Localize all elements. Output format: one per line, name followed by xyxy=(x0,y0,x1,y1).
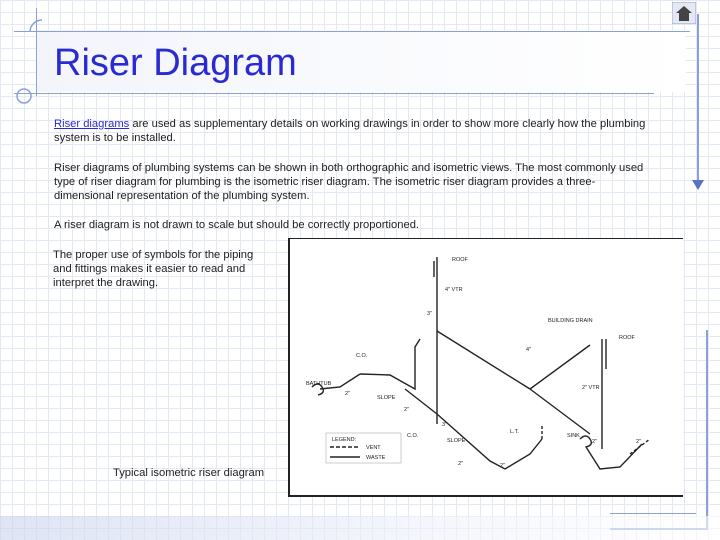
riser-diagram-figure xyxy=(288,238,683,497)
riser-diagram-drawing xyxy=(290,239,683,495)
label-vtr-4: 4" VTR xyxy=(445,287,463,293)
label-slope-1: SLOPE xyxy=(377,395,396,401)
label-dim-2c: 2" xyxy=(500,463,506,469)
drain-branch-pipe xyxy=(530,345,590,389)
paragraph-intro xyxy=(54,117,654,145)
right-rule-lower xyxy=(706,330,708,530)
label-slope-2: SLOPE xyxy=(447,438,466,444)
label-dim-2a: 2" xyxy=(345,391,351,397)
drain-branch-pipe-2 xyxy=(530,389,590,434)
label-dim-2e: 2" xyxy=(592,439,598,445)
label-dim-3b: 3" xyxy=(442,422,448,428)
down-arrow-icon xyxy=(689,178,707,192)
building-drain-pipe xyxy=(437,331,530,389)
slide-title: Riser Diagram xyxy=(54,42,297,84)
home-icon xyxy=(672,2,696,24)
lower-drain-pipe xyxy=(405,389,542,469)
label-bathtub: BATHTUB xyxy=(306,381,332,387)
riser-diagrams-link[interactable]: Riser diagrams xyxy=(54,118,130,130)
home-button[interactable] xyxy=(672,2,696,24)
paragraph-scale: A riser diagram is not drawn to scale but should be correctly proportioned. xyxy=(54,219,420,231)
bottom-rule-inner xyxy=(610,513,696,514)
corner-circle-decoration-top xyxy=(14,16,44,46)
bottom-band xyxy=(0,516,720,540)
label-dim-4: 4" xyxy=(526,347,532,353)
label-roof-right: ROOF xyxy=(619,335,635,341)
label-sink: SINK xyxy=(567,433,580,439)
sink-trap-pipe xyxy=(580,436,642,469)
label-lt: L.T. xyxy=(510,429,519,435)
label-legend-vent: VENT xyxy=(366,445,381,451)
label-roof-left: ROOF xyxy=(452,257,468,263)
right-rule xyxy=(697,14,699,186)
paragraph-intro-text: are used as supplementary details on working drawings in order to show more clearly how the plumbing system is to be installed. xyxy=(54,118,646,144)
label-co-top: C.O. xyxy=(356,353,368,359)
label-legend-title: LEGEND: xyxy=(332,437,357,443)
vent-branch-pipe xyxy=(360,339,420,389)
label-building-drain: BUILDING DRAIN xyxy=(548,318,593,324)
figure-caption: Typical isometric riser diagram xyxy=(113,467,265,479)
paragraph-symbols: The proper use of symbols for the piping and fittings makes it easier to read and interpret the drawing. xyxy=(53,249,254,289)
paragraph-views: Riser diagrams of plumbing systems can be shown in both orthographic and isometric views. The most commonly used type of riser diagram for plumbing is the isometric riser diagram. The isometric riser diagram provides a three-dimensional representation of the plumbing system. xyxy=(54,162,644,202)
title-underline xyxy=(14,93,654,94)
label-dim-2d: 2" xyxy=(458,461,464,467)
label-dim-2f: 2" xyxy=(636,439,642,445)
corner-circle-decoration xyxy=(8,80,38,110)
top-rule xyxy=(14,31,690,32)
label-legend-waste: WASTE xyxy=(366,455,386,461)
label-dim-3a: 3" xyxy=(427,311,433,317)
label-vtr-2: 2" VTR xyxy=(582,385,600,391)
label-dim-2b: 2" xyxy=(404,407,410,413)
label-co-bottom: C.O. xyxy=(407,433,419,439)
